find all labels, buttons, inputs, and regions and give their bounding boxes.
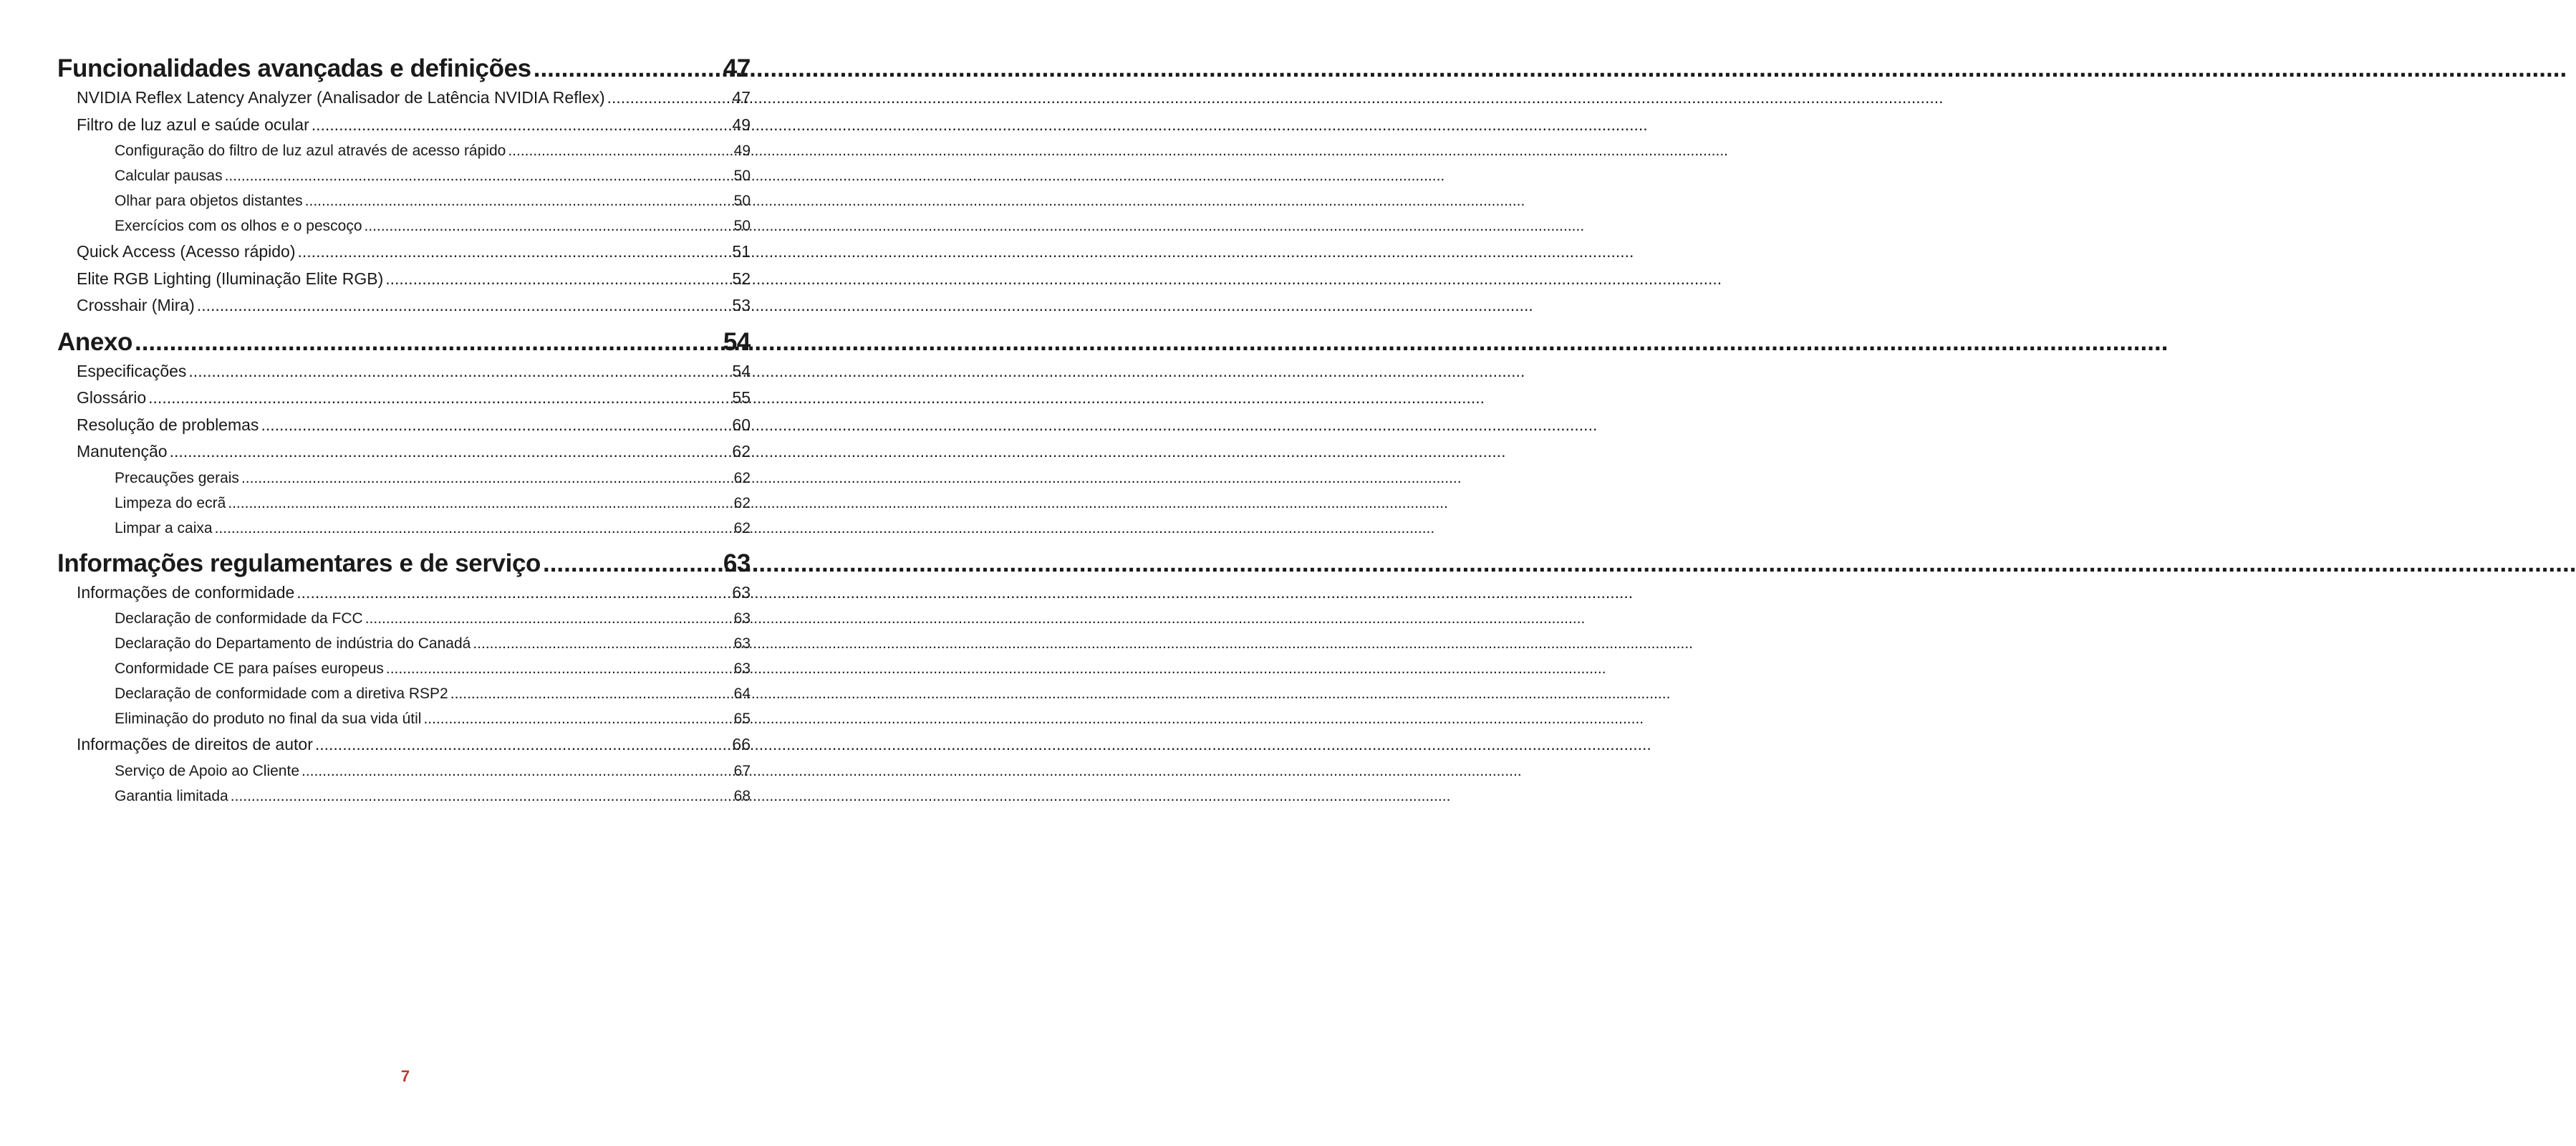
toc-entry-page: 47: [723, 54, 751, 82]
toc-section-entry[interactable]: [57, 292, 751, 319]
toc-section-entry[interactable]: [57, 731, 751, 759]
toc-dot-leader: [312, 112, 730, 139]
toc-entry-title: Limpeza do ecrã: [115, 494, 226, 511]
toc-entry-title: Informações regulamentares e de serviço: [57, 549, 541, 577]
toc-dot-leader: [296, 579, 730, 607]
toc-entry-title: Especificações: [77, 361, 187, 380]
toc-entry-page: 53: [732, 296, 751, 314]
toc-subsection-entry[interactable]: [57, 163, 751, 188]
toc-entry-title: Olhar para objetos distantes: [115, 193, 303, 209]
toc-entry-title: Declaração de conformidade com a diretiva RSP2: [115, 685, 448, 702]
toc-subsection-entry[interactable]: [57, 681, 751, 706]
toc-dot-leader: [365, 213, 732, 239]
toc-entry-title: Manutenção: [77, 442, 168, 461]
toc-dot-leader: [188, 358, 730, 385]
toc-dot-leader: [298, 239, 730, 266]
toc-entry-page: 63: [732, 582, 751, 602]
toc-entry-title: Garantia limitada: [115, 787, 228, 804]
toc-entry-title: Declaração do Departamento de indústria do Canadá: [115, 635, 471, 652]
toc-dot-leader: [315, 731, 730, 759]
toc-entry-title: Resolução de problemas: [77, 415, 259, 434]
toc-entry-page: 60: [732, 415, 751, 434]
toc-dot-leader: [450, 681, 732, 706]
toc-section-entry[interactable]: [57, 579, 751, 607]
toc-chapter-entry[interactable]: [57, 53, 751, 85]
toc-entry-page: 62: [732, 442, 751, 461]
toc-entry-title: Funcionalidades avançadas e definições: [57, 54, 531, 82]
toc-entry-page: 49: [732, 115, 751, 134]
toc-entry-page: 54: [723, 327, 751, 356]
toc-entry-title: Exercícios com os olhos e o pescoço: [115, 218, 362, 234]
toc-dot-leader: [228, 491, 731, 516]
toc-entry-page: 62: [733, 494, 751, 511]
toc-entry-page: 51: [732, 242, 751, 261]
toc-dot-leader: [607, 85, 730, 112]
toc-dot-leader: [170, 438, 730, 466]
toc-entry-page: 63: [733, 610, 751, 627]
toc-entry-title: Informações de conformidade: [77, 582, 295, 602]
toc-entry-page: 64: [733, 685, 751, 702]
toc-entry-page: 66: [732, 735, 751, 753]
table-of-contents: [57, 53, 751, 809]
toc-dot-leader: [386, 656, 732, 681]
toc-section-entry[interactable]: [57, 358, 751, 385]
toc-entry-title: Crosshair (Mira): [77, 296, 195, 314]
toc-subsection-entry[interactable]: [57, 759, 751, 784]
toc-entry-title: NVIDIA Reflex Latency Analyzer (Analisador de Latência NVIDIA Reflex): [77, 88, 605, 107]
toc-entry-title: Configuração do filtro de luz azul através de acesso rápido: [115, 143, 506, 159]
toc-entry-title: Filtro de luz azul e saúde ocular: [77, 115, 309, 134]
toc-section-entry[interactable]: [57, 412, 751, 439]
toc-dot-leader: [423, 706, 731, 731]
toc-subsection-entry[interactable]: [57, 466, 751, 491]
toc-subsection-entry[interactable]: [57, 188, 751, 213]
toc-entry-title: Precauções gerais: [115, 469, 239, 486]
toc-subsection-entry[interactable]: [57, 606, 751, 631]
toc-subsection-entry[interactable]: [57, 213, 751, 239]
toc-entry-title: Eliminação do produto no final da sua vida útil: [115, 711, 422, 727]
toc-entry-page: 49: [733, 143, 751, 159]
toc-dot-leader: [385, 266, 730, 293]
toc-section-entry[interactable]: [57, 385, 751, 412]
toc-entry-title: Conformidade CE para países europeus: [115, 660, 384, 677]
toc-chapter-entry[interactable]: [57, 548, 751, 579]
toc-entry-title: Calcular pausas: [115, 168, 223, 184]
toc-dot-leader: [543, 548, 721, 579]
toc-dot-leader: [231, 784, 732, 809]
toc-dot-leader: [534, 53, 721, 85]
toc-entry-title: Elite RGB Lighting (Iluminação Elite RGB): [77, 269, 384, 288]
toc-dot-leader: [241, 466, 732, 491]
toc-dot-leader: [225, 163, 732, 188]
toc-subsection-entry[interactable]: [57, 138, 751, 163]
toc-entry-page: 65: [733, 711, 751, 727]
toc-entry-page: 63: [733, 635, 751, 652]
toc-section-entry[interactable]: [57, 239, 751, 266]
toc-entry-title: Serviço de Apoio ao Cliente: [115, 762, 299, 779]
toc-dot-leader: [148, 385, 730, 412]
toc-section-entry[interactable]: [57, 266, 751, 293]
toc-dot-leader: [305, 188, 732, 213]
toc-dot-leader: [302, 759, 732, 784]
toc-entry-page: 63: [723, 549, 751, 577]
toc-entry-title: Declaração de conformidade da FCC: [115, 610, 363, 627]
toc-dot-leader: [508, 138, 731, 163]
toc-entry-title: Quick Access (Acesso rápido): [77, 242, 296, 261]
toc-section-entry[interactable]: [57, 112, 751, 139]
toc-dot-leader: [365, 606, 732, 631]
toc-entry-page: 54: [732, 361, 751, 380]
toc-entry-page: 50: [733, 193, 751, 209]
page-number: 7: [400, 1067, 410, 1085]
toc-dot-leader: [215, 516, 732, 541]
toc-subsection-entry[interactable]: [57, 631, 751, 656]
toc-subsection-entry[interactable]: [57, 491, 751, 516]
toc-chapter-entry[interactable]: [57, 327, 751, 358]
toc-entry-page: 63: [733, 660, 751, 677]
toc-dot-leader: [135, 327, 721, 358]
toc-subsection-entry[interactable]: [57, 784, 751, 809]
toc-entry-page: 55: [732, 388, 751, 407]
toc-section-entry[interactable]: [57, 85, 751, 112]
toc-subsection-entry[interactable]: [57, 656, 751, 681]
toc-entry-title: Anexo: [57, 327, 132, 356]
toc-entry-title: Limpar a caixa: [115, 519, 213, 536]
toc-dot-leader: [473, 631, 731, 656]
toc-entry-title: Informações de direitos de autor: [77, 735, 313, 753]
toc-section-entry[interactable]: [57, 438, 751, 466]
toc-entry-page: 52: [732, 269, 751, 288]
toc-entry-page: 50: [733, 168, 751, 184]
toc-entry-page: 68: [733, 787, 751, 804]
toc-dot-leader: [261, 412, 730, 439]
toc-entry-title: Glossário: [77, 388, 147, 407]
toc-dot-leader: [197, 292, 730, 319]
toc-entry-page: 62: [733, 469, 751, 486]
toc-entry-page: 62: [733, 519, 751, 536]
toc-entry-page: 47: [732, 88, 751, 107]
toc-subsection-entry[interactable]: [57, 706, 751, 731]
toc-entry-page: 50: [733, 218, 751, 234]
toc-entry-page: 67: [733, 762, 751, 779]
toc-subsection-entry[interactable]: [57, 516, 751, 541]
